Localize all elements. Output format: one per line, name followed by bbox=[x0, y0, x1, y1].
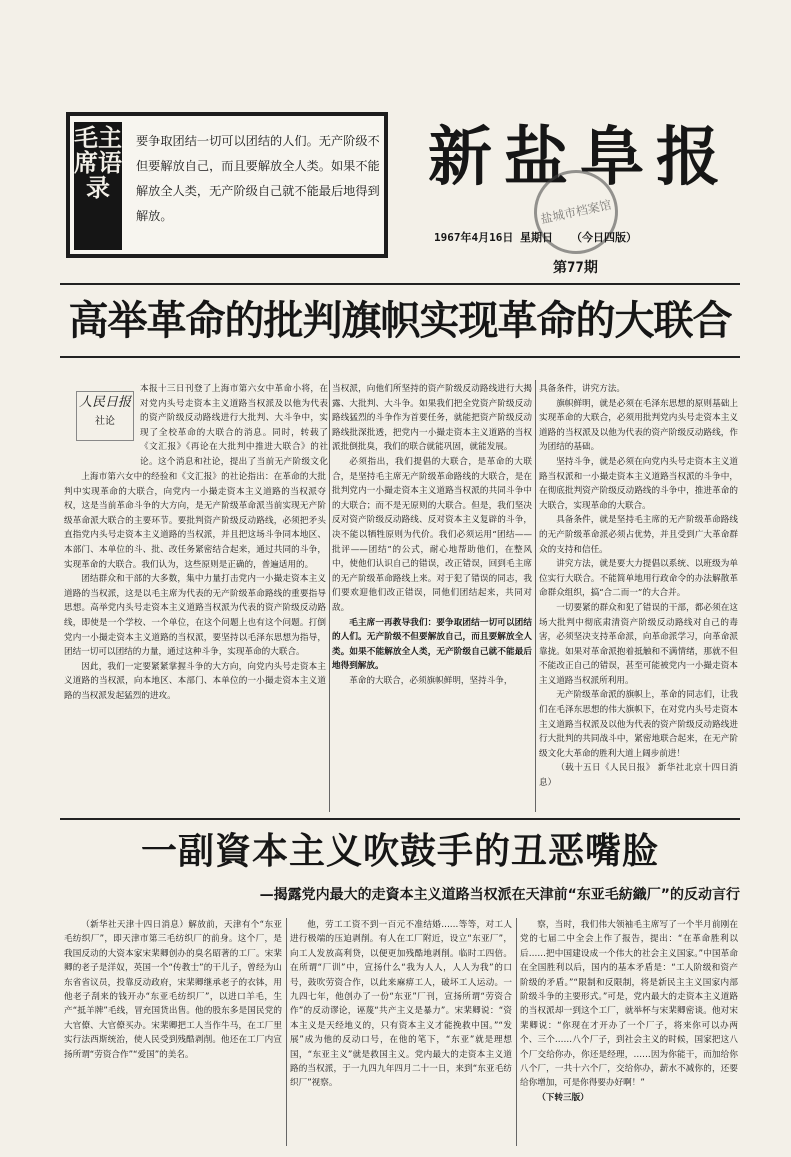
article-paragraph: 当权派，向他们所坚持的资产阶级反动路线进行大揭露、大批判、大斗争。如果我们把全党资产阶级反动路线猛烈的斗争作为首要任务，就能把资产阶级反动路线批深批透，把党内一小撮走资本主义道路的当权派批倒批臭，我们的联合就能巩固，就能发展。 bbox=[332, 384, 532, 453]
article-credit: （载十五日《人民日报》 新华社北京十四日消息） bbox=[539, 763, 738, 789]
article-paragraph: 他，劳工工资不到一百元不准结婚……等等，对工人进行极端的压迫剥削。有人在工厂附近，设立“东亚厂”，向工人发放高利贷，以便更加残酷地剥削。临时工四倍。在所谓“厂训”中，宣扬什么“我为人人，人人为我”的口号，鼓吹劳资合作，以此来麻痹工人，破坏工人运动。一九四七年，他创办了一份“东亚”厂刊，宣扬所谓“劳资合作”的反动谬论，诬蔑“共产主义是暴力”。宋棐卿说：“资本主义是天经地义的，只有资本主义才能挽救中国。”“发展”成为他的反动口号，在他的笔下，“东亚”就是理想国，“东亚主义”就是救国主义。党内最大的走资本主义道路的当权派，于一九四九年四月二十一日，来到“东亚毛纺织厂”视察。 bbox=[290, 920, 512, 1089]
archive-stamp: 盐城市档案馆 bbox=[526, 162, 626, 262]
continued-note: （下转三版） bbox=[537, 1092, 589, 1103]
column-divider bbox=[286, 918, 287, 1146]
article-paragraph: 旗帜鲜明，就是必须在毛泽东思想的原则基础上实现革命的大联合，必须用批判党内头号走资本主义道路的当权派及以他为代表的资产阶级反动路线，作为团结的基础。 bbox=[539, 398, 738, 453]
lead-paragraph: 本报十三日刊登了上海市第六女中革命小将，在对党内头号走资本主义道路当权派及以他为代表的资产阶级反动路线进行大批判、大斗争中，实现了全校革命的大联合的消息。同时，转载了《文汇报》《再论在大批判中推进大联合》的社论。这个消息和社论，提出了当前无产阶级文化 bbox=[140, 384, 328, 467]
article-paragraph: 具备条件，就是坚持毛主席的无产阶级革命路线的无产阶级革命派必须占优势，并且受到广大革命群众的支持和信任。 bbox=[539, 515, 738, 555]
paper-name: 新盐阜报 bbox=[428, 121, 732, 195]
second-subheadline: —揭露党内最大的走資本主义道路当权派在天津前“东亚毛紡織厂”的反动言行 bbox=[259, 887, 740, 903]
second-column-2 bbox=[290, 918, 512, 1146]
chairman-quote-inline: 毛主席一再教导我们：要争取团结一切可以团结的人们。无产阶级不但要解放自己，而且要解放全人类。如果不能解放全人类，无产阶级自己就不能最后地得到解放。 bbox=[332, 617, 532, 672]
second-column-1 bbox=[64, 918, 282, 1146]
lead-column-1 bbox=[64, 470, 326, 810]
issue-date: 1967年4月16日 星期日 bbox=[434, 231, 553, 244]
article-paragraph: 必须指出，我们提倡的大联合，是革命的大联合，是坚持毛主席无产阶级革命路线的大联合，是在批判党内一小撮走资本主义道路当权派的共同斗争中的大联合；而不是无原则的大联合。但是，我们坚决反对资产阶级反动路线、反对资本主义复辟的斗争，决不能以牺牲原则为代价。我们必须运用“团结——批评——团结”的公式，耐心地帮助他们，在整风中，使他们认识自己的错误，改正错误，回到毛主席的无产阶级革命路线上来。对于犯了错误的同志，我们要欢迎他们改正错误，同他们团结起来，共同对敌。 bbox=[332, 456, 532, 613]
article-paragraph: 上海市第六女中的经验和《文汇报》的社论指出：在革命的大批判中实现革命的大联合，向党内一小撮走资本主义道路的当权派夺权，这是当前革命斗争的大方向，是无产阶级革命派当前实现无产阶级革命派大联合的主要环节。要批判资产阶级反动路线，必须把矛头直指党内头号走资本主义道路的当权派，并且把这场斗争同本地区、本部门、本单位的斗、批、改任务紧密结合起来，通过共同的斗争，实现革命的大联合。我们认为，这些原则是正确的，普遍适用的。 bbox=[64, 472, 326, 570]
lead-headline: 高举革命的批判旗帜实现革命的大联合 bbox=[68, 298, 732, 344]
column-divider bbox=[535, 380, 536, 812]
headline-divider bbox=[60, 356, 740, 358]
second-column-3 bbox=[520, 918, 738, 1146]
article-paragraph: 察，当时，我们伟大领袖毛主席写了一个半月前刚在党的七届二中全会上作了报告，提出：“在革命胜利以后……把中国建设成一个伟大的社会主义国家。”中国革命在全国胜利以后，国内的基本矛盾是：“工人阶级和资产阶级的矛盾。”“限制和反限制，将是新民主主义国家内部阶级斗争的主要形式。”可是，党内最大的走资本主义道路的当权派却一到这个工厂，就举杯与宋棐卿密谈。他对宋棐卿说：“你现在才开办了一个厂子，将来你可以办两个、三个……八个厂子，到社会主义的时候，国家把这八个厂交给你办，你还是经理，……因为你能干，而加给你八个厂，一共十六个厂，交给你办，薪水不减你的，还要给你增加，可是你得要办好啊！” bbox=[520, 920, 738, 1089]
article-paragraph: 革命的大联合，必须旗帜鲜明，坚持斗争， bbox=[349, 675, 513, 686]
source-brand: 人民日报 bbox=[78, 395, 131, 410]
column-divider bbox=[329, 380, 330, 812]
article-paragraph: 团结群众和干部的大多数，集中力量打击党内一小撮走资本主义道路的当权派，这是以毛主席为代表的无产阶级革命路线的重要指导思想。高举党内头号走资本主义道路当权派为代表的资产阶级反动路线，即使是一个学校、一个单位，在这个问题上也有这个问题。打倒党内一小撮走资本主义道路的当权派，要坚持以毛泽东思想为指导，团结一切可以团结的力量，通过这种斗争，实现革命的大联合。 bbox=[64, 574, 326, 658]
masthead-divider bbox=[60, 283, 740, 285]
lead-column-2 bbox=[332, 382, 532, 812]
dateline bbox=[434, 229, 637, 245]
lead-column-3 bbox=[539, 382, 738, 812]
source-logo bbox=[76, 391, 134, 441]
quote-label: 毛主席语录 bbox=[74, 122, 122, 250]
quote-text: 要争取团结一切可以团结的人们。无产阶级不但要解放自己，而且要解放全人类。如果不能解放全人类，无产阶级自己就不能最后地得到解放。 bbox=[136, 134, 380, 223]
article-paragraph: 一切要紧的群众和犯了错误的干部，都必须在这场大批判中彻底肃清资产阶级反动路线对自己的毒害，必须坚决支持革命派，向革命派学习，向革命派靠拢。如果对革命派抱着抵触和不满情绪，那就不但不能改正自己的错误，甚至可能被党内一小撮走资本主义道路当权派所利用。 bbox=[539, 602, 738, 686]
issue-number: 第77期 bbox=[553, 260, 598, 276]
article-paragraph: 具备条件，讲究方法。 bbox=[539, 384, 625, 394]
article-paragraph: 坚持斗争，就是必须在向党内头号走资本主义道路当权派和一小撮走资本主义道路当权派的斗争中，在彻底批判资产阶级反动路线的斗争中，推进革命的大联合，实现革命的大联合。 bbox=[539, 456, 738, 511]
lead-column-1-top bbox=[140, 382, 328, 469]
article-paragraph: 讲究方法，就是要大力提倡以系统、以班级为单位实行大联合。不能简单地用行政命令的办法解散革命群众组织，搞“合二而一”的大合并。 bbox=[539, 559, 738, 599]
second-headline: 一副資本主义吹鼓手的丑恶嘴脸 bbox=[140, 831, 659, 872]
article-paragraph: 无产阶级革命派的旗帜上，革命的同志们，让我们在毛泽东思想的伟大旗帜下，在对党内头号走资本主义道路当权派及以他为代表的资产阶级反动路线进行大批判的共同战斗中，紧密地联合起来，在无产阶级文化大革命的胜利大道上阔步前进！ bbox=[539, 690, 738, 759]
article-paragraph: 因此，我们一定要紧紧掌握斗争的大方向，向党内头号走资本主义道路的当权派，向本地区、本部门、本单位的一小撮走资本主义道路的当权派发起猛烈的进攻。 bbox=[64, 661, 326, 701]
edition-note: （今日四版） bbox=[570, 231, 637, 244]
column-divider bbox=[516, 918, 517, 1146]
section-divider bbox=[60, 818, 740, 820]
chairman-quote-box bbox=[66, 112, 388, 258]
article-paragraph: （新华社天津十四日消息）解放前，天津有个“东亚毛纺织厂”，即天津市第三毛纺织厂的前身。这个厂，是我国反动的大资本家宋棐卿创办的臭名昭著的工厂。宋棐卿的老子是洋奴，英国一个“传教士”的干儿子，曾经为山东省省议员，投靠反动政府，宋棐卿继承老子的衣钵，用他老子刮来的钱开办“东亚毛纺织厂”，以进口羊毛，生产“抵羊牌”毛线，冒充国货出售。他的股东多是国民党的大官僚、大官僚买办。宋棐卿把工人当作牛马，在工厂里实行法西斯统治，使人民受到残酷剥削。他还在工厂内宣扬所谓“劳资合作”“爱国”的美名。 bbox=[64, 920, 282, 1060]
source-label: 社论 bbox=[95, 416, 115, 427]
